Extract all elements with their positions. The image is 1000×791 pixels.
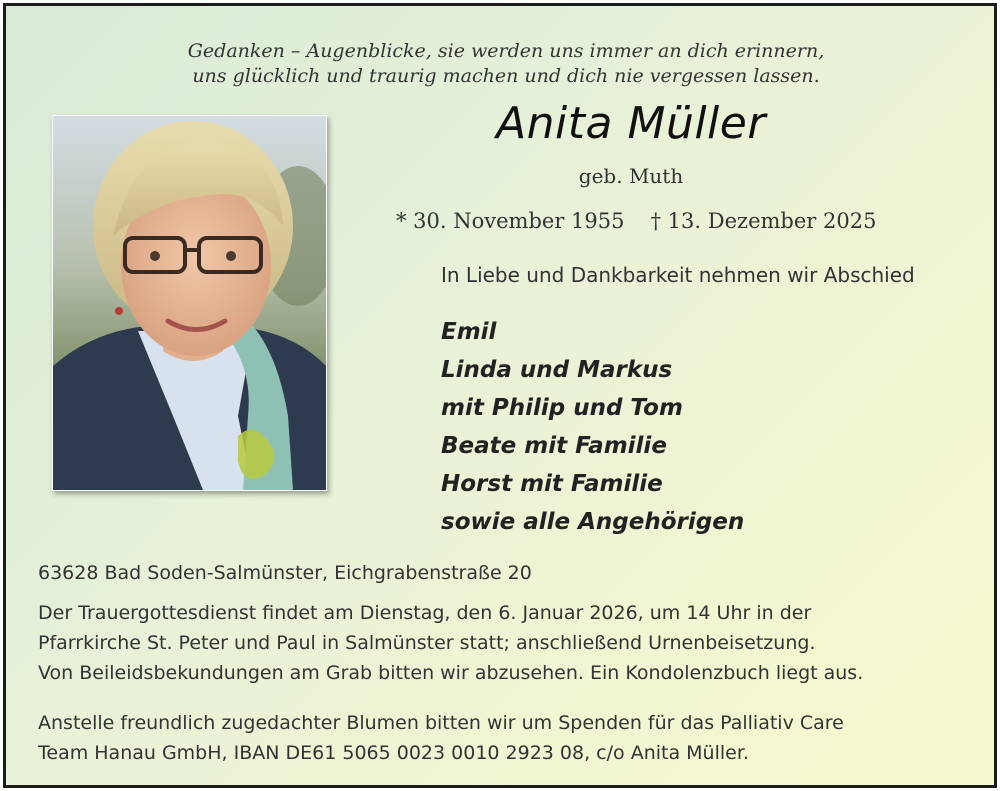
donation-line-1: Anstelle freundlich zugedachter Blumen bitten wir um Spenden für das Palliativ Care — [38, 712, 844, 734]
service-line-1: Der Trauergottesdienst findet am Dienstag, den 6. Januar 2026, um 14 Uhr in der — [38, 602, 812, 624]
mourner: mit Philip und Tom — [441, 395, 683, 421]
portrait-illustration — [53, 116, 326, 490]
motto-line-2: uns glücklich und traurig machen und dich nie vergessen lassen. — [192, 65, 820, 87]
mourner: Emil — [441, 319, 497, 345]
motto-line-1: Gedanken – Augenblicke, sie werden uns immer an dich erinnern, — [187, 40, 825, 62]
life-dates — [396, 209, 876, 233]
service-line-3: Von Beileidsbekundungen am Grab bitten wir abzusehen. Ein Kondolenzbuch liegt aus. — [38, 662, 864, 684]
donation-notice — [38, 708, 844, 768]
mourner: sowie alle Angehörigen — [441, 509, 745, 535]
service-line-2: Pfarrkirche St. Peter und Paul in Salmünster statt; anschließend Urnenbeisetzung. — [38, 632, 816, 654]
farewell-line: In Liebe und Dankbarkeit nehmen wir Abschied — [441, 263, 915, 287]
donation-line-2: Team Hanau GmbH, IBAN DE61 5065 0023 0010 2923 08, c/o Anita Müller. — [38, 742, 749, 764]
deceased-name: Anita Müller — [496, 98, 766, 149]
death-date: † 13. Dezember 2025 — [650, 209, 877, 233]
birth-date: * 30. November 1955 — [396, 209, 625, 233]
mourner: Linda und Markus — [441, 357, 673, 383]
address: 63628 Bad Soden-Salmünster, Eichgrabenstraße 20 — [38, 562, 532, 584]
service-notice — [38, 598, 863, 688]
maiden-name: geb. Muth — [578, 164, 684, 188]
mourners-list — [441, 313, 744, 541]
mourner: Horst mit Familie — [441, 471, 663, 497]
portrait-photo — [52, 115, 327, 491]
mourner: Beate mit Familie — [441, 433, 667, 459]
obituary-card — [3, 3, 997, 788]
